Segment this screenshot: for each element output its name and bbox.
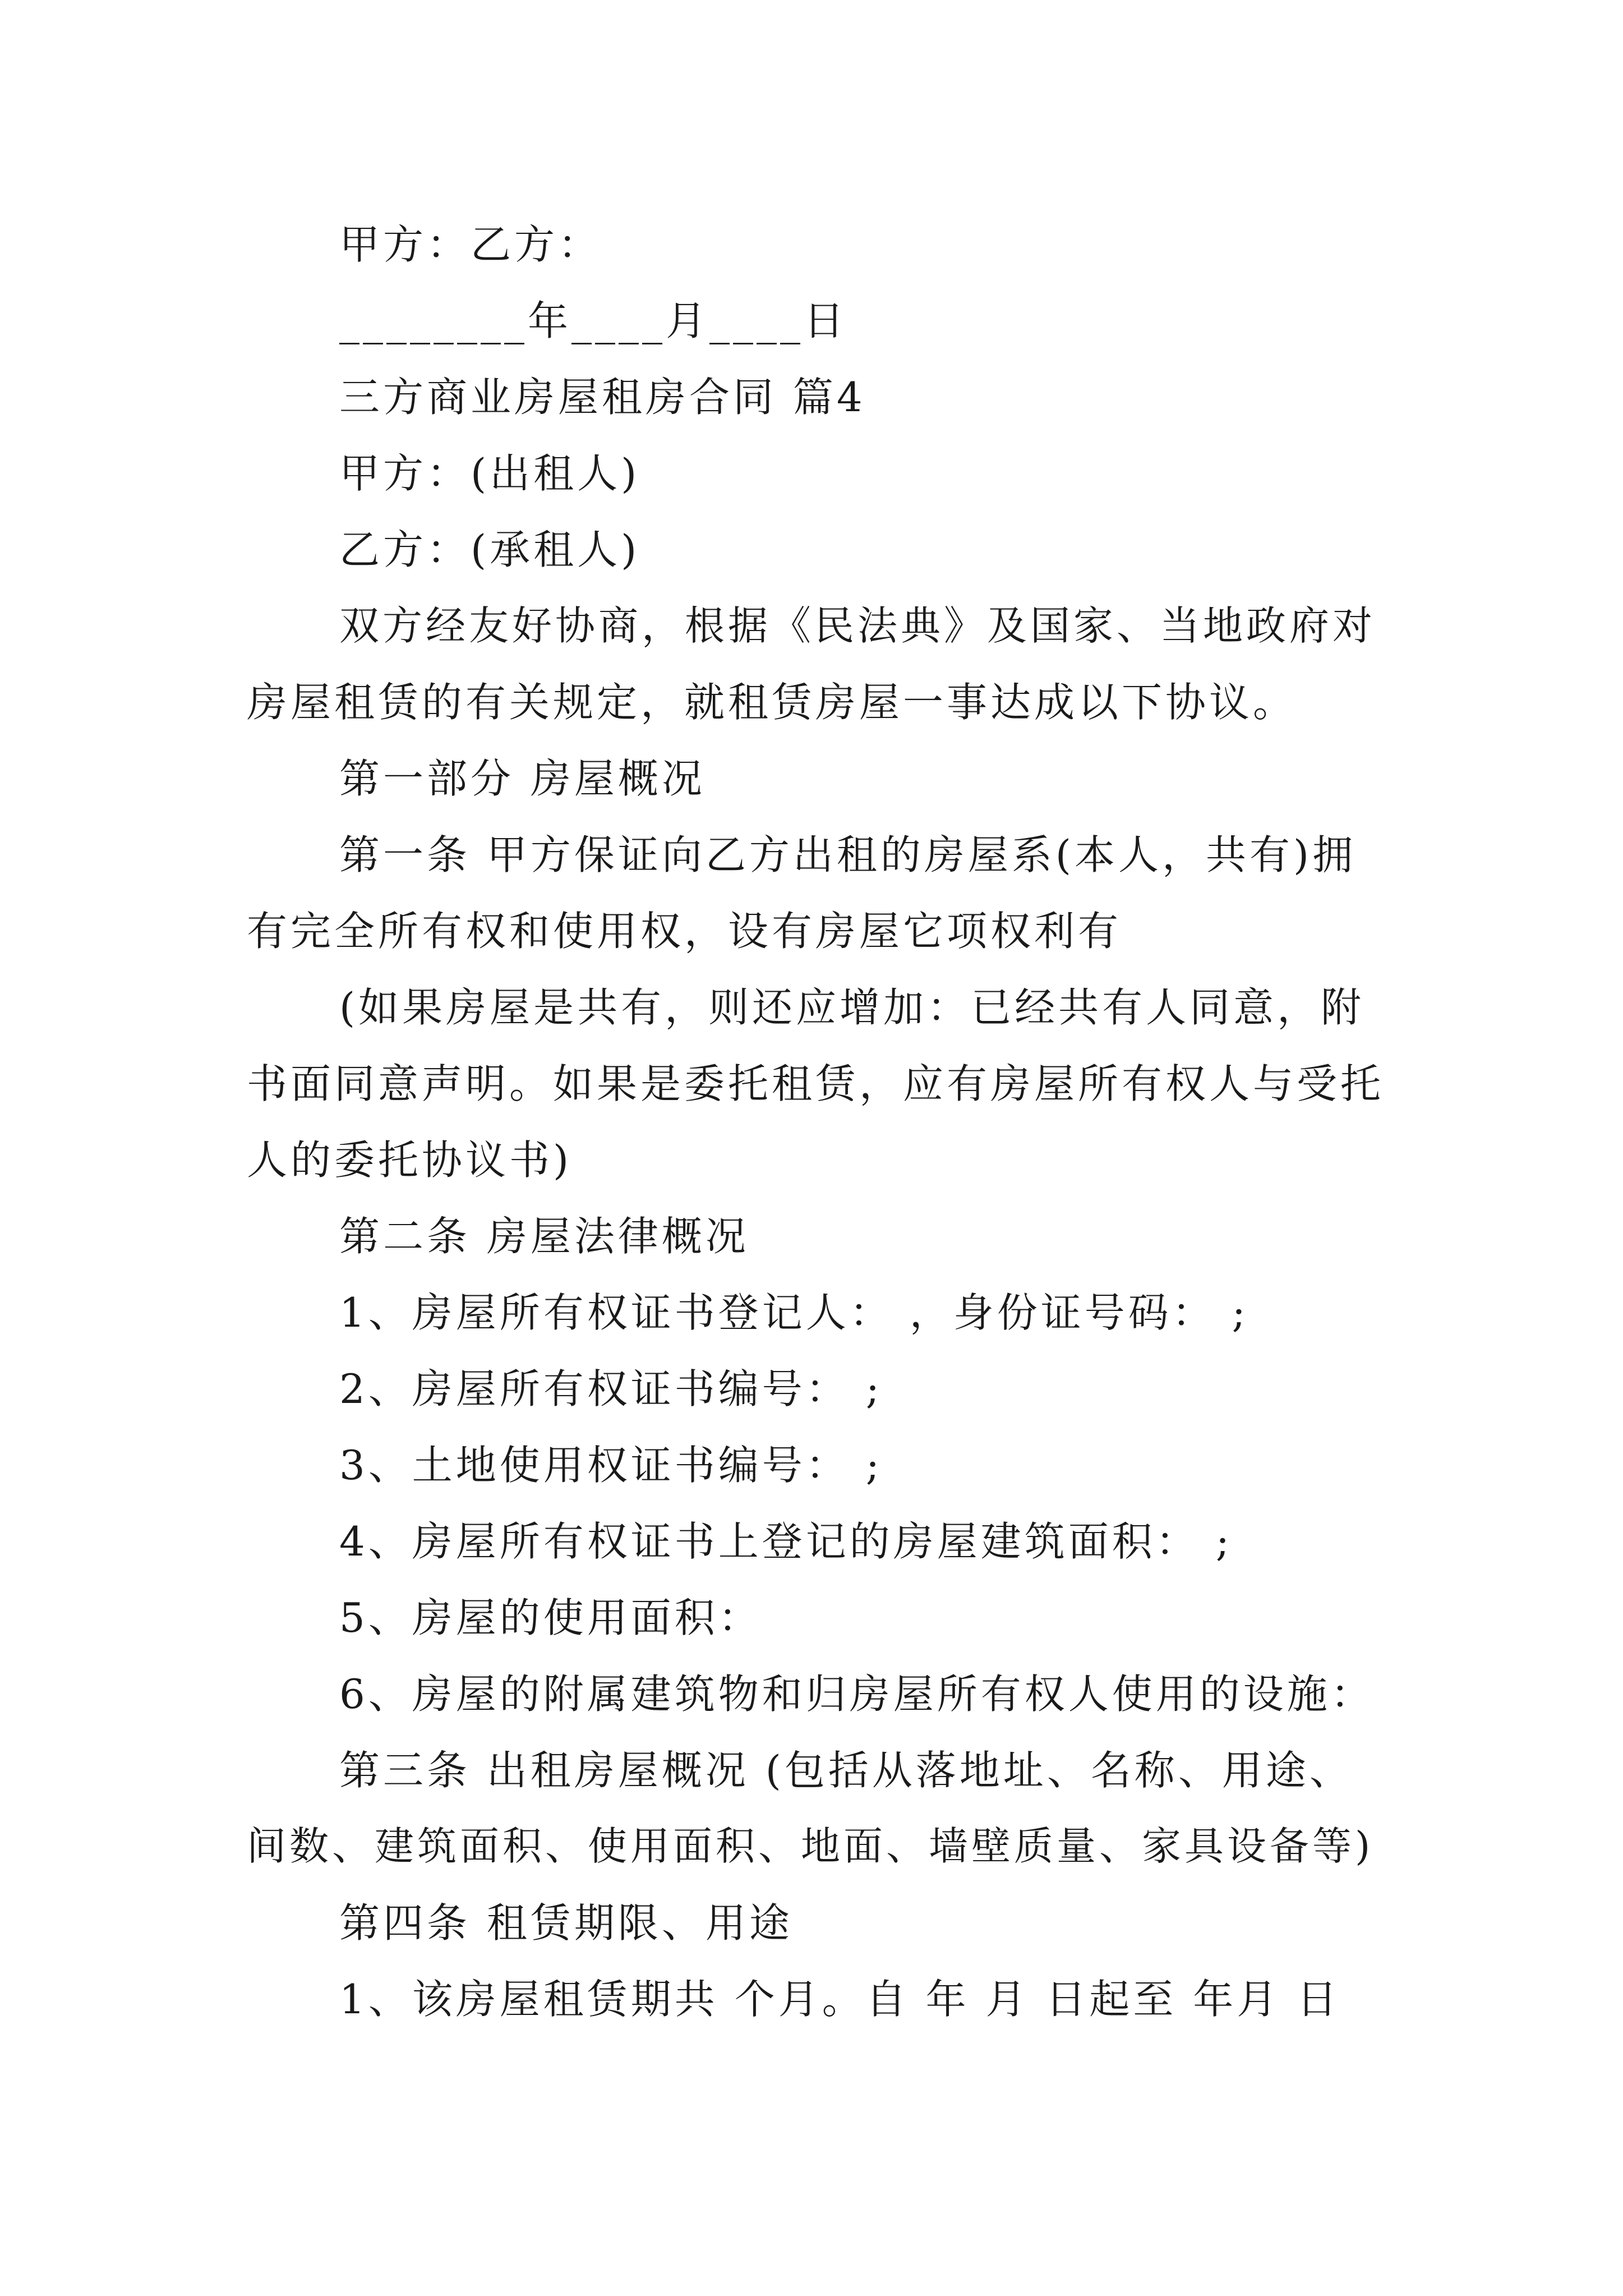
party-a-line: 甲方：(出租人) (339, 450, 640, 497)
part-one-heading: 第一部分 房屋概况 (339, 755, 706, 802)
article-one-line-1: 第一条 甲方保证向乙方出租的房屋系(本人，共有)拥 (339, 831, 1357, 878)
list-item-6: 6、房屋的附属建筑物和归房屋所有权人使用的设施： (339, 1671, 1375, 1718)
list-item-3: 3、土地使用权证书编号： ; (339, 1442, 883, 1489)
list-item-1: 1、房屋所有权证书登记人： ，身份证号码： ; (339, 1289, 1249, 1336)
article-one-line-2: 有完全所有权和使用权，设有房屋它项权利有 (247, 908, 1122, 955)
article-four-heading: 第四条 租赁期限、用途 (339, 1899, 793, 1947)
party-b-line: 乙方：(承租人) (339, 526, 640, 573)
section-title: 三方商业房屋租房合同 篇4 (339, 374, 866, 421)
signature-parties-line: 甲方：乙方： (339, 221, 602, 268)
list-item-4: 4、房屋所有权证书上登记的房屋建筑面积： ; (339, 1518, 1233, 1565)
preamble-line-1: 双方经友好协商，根据《民法典》及国家、当地政府对 (339, 602, 1376, 649)
article-two-heading: 第二条 房屋法律概况 (339, 1213, 749, 1260)
co-owner-note-line-1: (如果房屋是共有，则还应增加：已经共有人同意，附 (339, 984, 1365, 1031)
co-owner-note-line-2: 书面同意声明。如果是委托租赁，应有房屋所有权人与受托 (247, 1060, 1385, 1107)
co-owner-note-line-3: 人的委托协议书) (247, 1137, 573, 1184)
article-three-line-1: 第三条 出租房屋概况 (包括从落地址、名称、用途、 (339, 1747, 1353, 1794)
list-item-5: 5、房屋的使用面积： (339, 1594, 762, 1641)
date-blank-line: ________年____月____日 (339, 297, 847, 344)
list-item-2: 2、房屋所有权证书编号： ; (339, 1365, 883, 1412)
article-three-line-2: 间数、建筑面积、使用面积、地面、墙壁质量、家具设备等) (247, 1823, 1374, 1869)
preamble-line-2: 房屋租赁的有关规定，就租赁房屋一事达成以下协议。 (247, 679, 1297, 726)
lease-term-line: 1、该房屋租赁期共 个月。自 年 月 日起至 年月 日 (339, 1976, 1341, 2023)
